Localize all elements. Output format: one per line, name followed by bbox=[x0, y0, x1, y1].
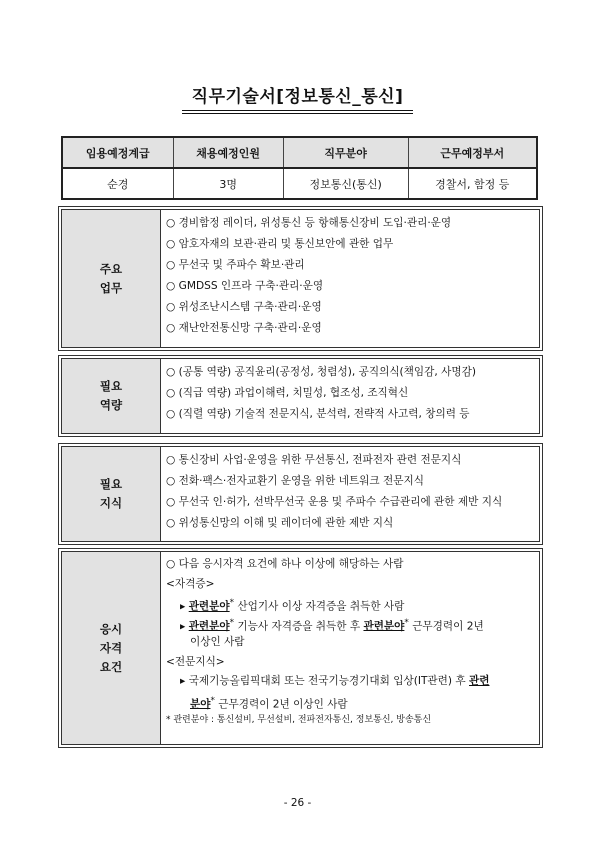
certificate-item-2: ▸ 관련분야* 기능사 자격증을 취득한 후 관련분야* 근무경력이 2년 bbox=[180, 617, 484, 633]
list-item: ○ 위성통신망의 이해 및 레이더에 관한 제반 지식 bbox=[166, 517, 394, 529]
document-title-wrap bbox=[0, 82, 595, 107]
arrow-icon: ▸ bbox=[180, 620, 186, 633]
related-field-term: 관련분야 bbox=[188, 600, 230, 613]
arrow-icon: ▸ bbox=[180, 600, 186, 613]
table-row bbox=[62, 168, 537, 199]
expertise-header: <전문지식> bbox=[166, 655, 225, 668]
header-department: 근무예정부서 bbox=[408, 137, 537, 168]
certificate-item-2-cont: 이상인 사람 bbox=[190, 636, 245, 648]
qualification-list bbox=[161, 552, 539, 744]
position-info-table bbox=[61, 136, 538, 200]
header-field: 직무분야 bbox=[283, 137, 408, 168]
arrow-icon: ▸ bbox=[180, 675, 186, 687]
qualification-section bbox=[61, 551, 540, 745]
header-headcount: 채용예정인원 bbox=[173, 137, 283, 168]
list-item: ○ (직렬 역량) 기술적 전문지식, 분석력, 전략적 사고력, 창의력 등 bbox=[166, 408, 470, 420]
competency-section bbox=[61, 358, 540, 434]
knowledge-section bbox=[61, 446, 540, 542]
list-item: ○ 암호자재의 보관·관리 및 통신보안에 관한 업무 bbox=[166, 238, 394, 250]
certificate-item-1: ▸ 관련분야* 산업기사 이상 자격증을 취득한 사람 bbox=[180, 598, 405, 613]
certificate-header: <자격증> bbox=[166, 577, 215, 590]
duties-list bbox=[161, 210, 539, 347]
cell-rank: 순경 bbox=[62, 168, 173, 199]
duties-label: 주요 업무 bbox=[62, 210, 161, 347]
list-item: ○ (직급 역량) 과업이해력, 치밀성, 협조성, 조직혁신 bbox=[166, 387, 409, 399]
related-field-term: 관련분야 bbox=[363, 620, 405, 633]
list-item: ○ 무선국 인·허가, 선박무선국 운용 및 주파수 수급관리에 관한 제반 지식 bbox=[166, 496, 503, 508]
cell-department: 경찰서, 함정 등 bbox=[408, 168, 537, 199]
duties-section bbox=[61, 209, 540, 348]
qualification-label: 응시 자격 요건 bbox=[62, 552, 161, 744]
competency-label: 필요 역량 bbox=[62, 359, 161, 433]
knowledge-list bbox=[161, 447, 539, 541]
header-rank: 임용예정계급 bbox=[62, 137, 173, 168]
footnote: * 관련분야 : 통신설비, 무선설비, 전파전자통신, 정보통신, 방송통신 bbox=[166, 715, 432, 725]
list-item: ○ (공통 역량) 공직윤리(공정성, 청렴성), 공직의식(책임감, 사명감) bbox=[166, 366, 476, 378]
document-title: 직무기술서[정보통신_통신] bbox=[182, 87, 414, 114]
cell-headcount: 3명 bbox=[173, 168, 283, 199]
expertise-item-1: ▸ 국제기능올림픽대회 또는 전국기능경기대회 입상(IT관련) 후 관련 bbox=[180, 675, 490, 687]
list-item: ○ 재난안전통신망 구축·관리·운영 bbox=[166, 322, 322, 334]
list-item: ○ 전화·팩스·전자교환기 운영을 위한 네트워크 전문지식 bbox=[166, 475, 424, 487]
competency-list bbox=[161, 359, 539, 433]
page-number: - 26 - bbox=[283, 797, 312, 809]
related-field-term: 분야 bbox=[190, 698, 211, 711]
list-item: ○ 무선국 및 주파수 확보·관리 bbox=[166, 259, 305, 271]
qualification-intro: ○ 다음 응시자격 요건에 하나 이상에 해당하는 사람 bbox=[166, 558, 404, 570]
list-item: ○ 경비함정 레이더, 위성통신 등 항해통신장비 도입·관리·운영 bbox=[166, 217, 452, 229]
expertise-item-1-cont: 분야* 근무경력이 2년 이상인 사람 bbox=[190, 695, 348, 711]
related-field-term: 관련 bbox=[469, 675, 490, 687]
table-header-row bbox=[62, 137, 537, 168]
cell-field: 정보통신(통신) bbox=[283, 168, 408, 199]
related-field-term: 관련분야 bbox=[188, 620, 230, 633]
knowledge-label: 필요 지식 bbox=[62, 447, 161, 541]
list-item: ○ 통신장비 사업·운영을 위한 무선통신, 전파전자 관련 전문지식 bbox=[166, 454, 462, 466]
list-item: ○ 위성조난시스템 구축·관리·운영 bbox=[166, 301, 322, 313]
list-item: ○ GMDSS 인프라 구축·관리·운영 bbox=[166, 280, 324, 292]
